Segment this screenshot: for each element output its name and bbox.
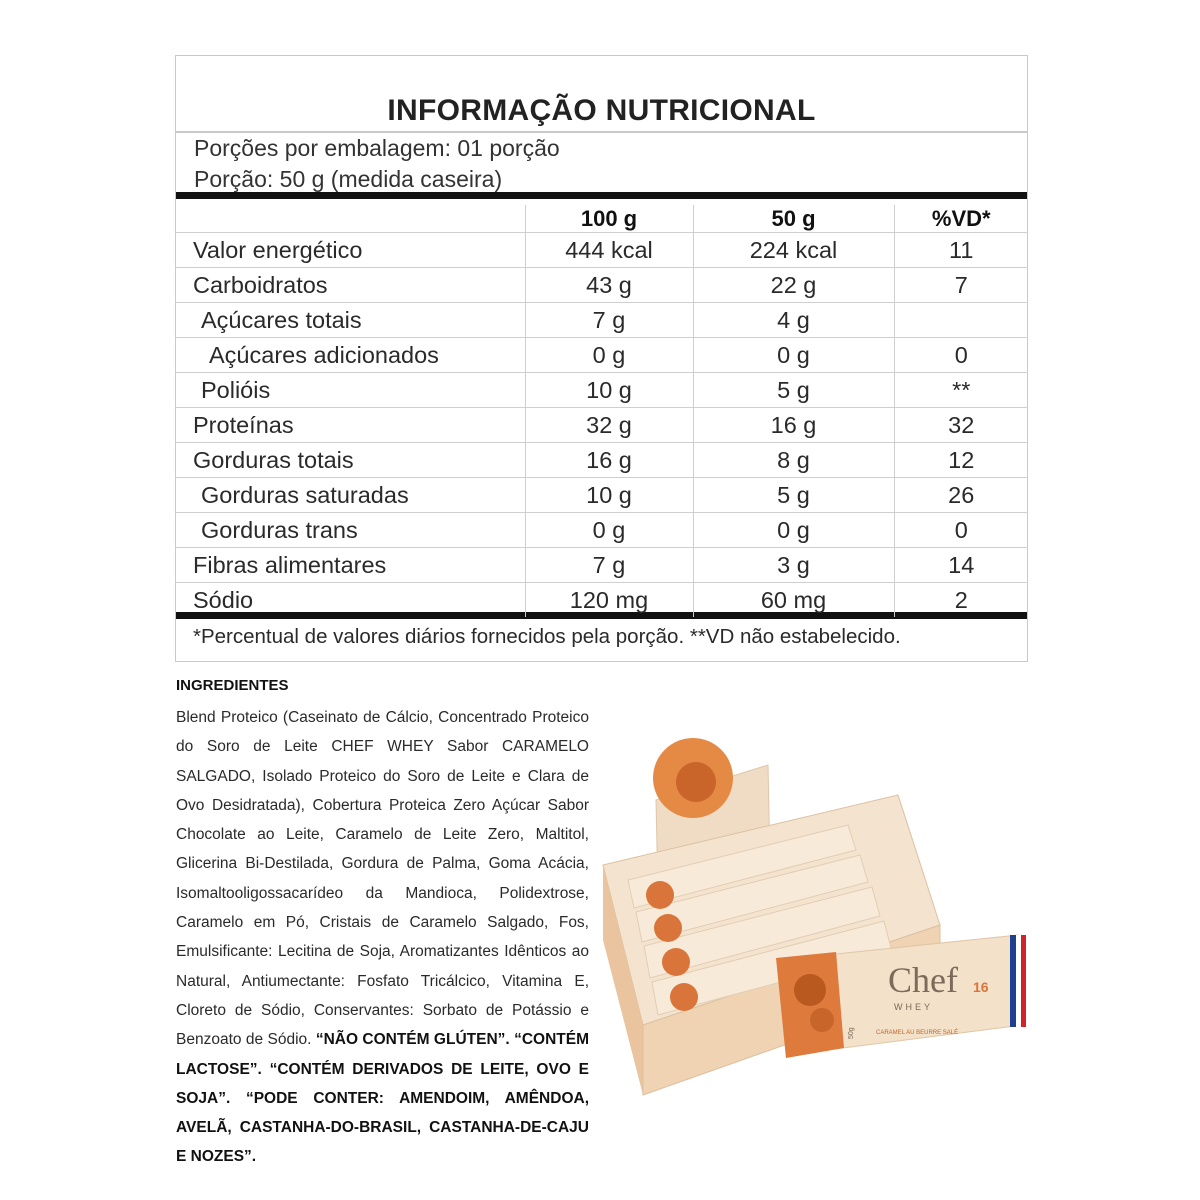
value-per-50g: 0 g bbox=[693, 513, 894, 548]
caramel-piece bbox=[676, 762, 716, 802]
servings-per-package: Porções por embalagem: 01 porção bbox=[194, 135, 560, 161]
value-per-50g: 3 g bbox=[693, 548, 894, 583]
nutrient-name: Gorduras saturadas bbox=[175, 478, 525, 513]
nutrient-name: Sódio bbox=[175, 583, 525, 618]
value-per-100g: 120 mg bbox=[525, 583, 693, 618]
ingredients-list: Blend Proteico (Caseinato de Cálcio, Concentrado Proteico do Soro de Leite CHEF WHEY Sabor CARAMELO SALGADO, Isolado Proteico do Soro de Leite e Clara de Ovo Desidratada), Cobertura Proteica Zero Açúcar Sabor Chocolate ao Leite, Caramelo de Leite Zero, Maltitol, Glicerina Bi-Destilada, Gordura de Palma, Goma Acácia, Isomaltooligossacarídeo da Mandioca, Polidextrose, Caramelo em Pó, Cristais de Caramelo Salgado, Fos, Emulsificante: Lecitina de Soja, Aromatizantes Idênticos ao Natural, Antiumectante: Fosfato Tricálcico, Vitamina E, Cloreto de Sódio, Conservantes: Sorbato de Potássio e Benzoato de Sódio. bbox=[176, 709, 589, 1049]
value-per-100g: 32 g bbox=[525, 408, 693, 443]
value-per-50g: 4 g bbox=[693, 303, 894, 338]
caramel-piece bbox=[810, 1008, 834, 1032]
product-image bbox=[598, 690, 1038, 1110]
value-per-100g: 10 g bbox=[525, 373, 693, 408]
nutrient-name: Carboidratos bbox=[175, 268, 525, 303]
ingredients-title: INGREDIENTES bbox=[176, 677, 289, 694]
value-vd: 2 bbox=[894, 583, 1028, 618]
table-row bbox=[175, 303, 1028, 338]
bar-stripe-blue bbox=[1010, 935, 1016, 1027]
value-vd: 14 bbox=[894, 548, 1028, 583]
value-per-100g: 16 g bbox=[525, 443, 693, 478]
nutrition-footnote: *Percentual de valores diários fornecidos pela porção. **VD não estabelecido. bbox=[193, 625, 901, 648]
allergen-warnings: “NÃO CONTÉM GLÚTEN”. “CONTÉM LACTOSE”. “CONTÉM DERIVADOS DE LEITE, OVO E SOJA”. “PODE CONTER: AMENDOIM, AMÊNDOA, AVELÃ, CASTANHA-DO-BRASIL, CASTANHA-DE-CAJU E NOZES”. bbox=[176, 1031, 589, 1166]
nutrient-name: Gorduras trans bbox=[175, 513, 525, 548]
nutrient-name: Fibras alimentares bbox=[175, 548, 525, 583]
value-vd: 32 bbox=[894, 408, 1028, 443]
value-vd: 11 bbox=[894, 233, 1028, 268]
divider bbox=[176, 131, 1027, 132]
value-vd: 26 bbox=[894, 478, 1028, 513]
table-row bbox=[175, 583, 1028, 618]
value-vd: 0 bbox=[894, 513, 1028, 548]
value-vd bbox=[894, 303, 1028, 338]
table-row bbox=[175, 268, 1028, 303]
nutrient-name: Gorduras totais bbox=[175, 443, 525, 478]
value-per-100g: 10 g bbox=[525, 478, 693, 513]
table-header-row bbox=[175, 205, 1028, 233]
table-row bbox=[175, 548, 1028, 583]
divider bbox=[176, 132, 1027, 133]
table-row bbox=[175, 233, 1028, 268]
flavor-label: CARAMEL AU BEURRE SALÉ bbox=[876, 1030, 959, 1036]
nutrient-name: Valor energético bbox=[175, 233, 525, 268]
nutrient-name: Açúcares totais bbox=[175, 303, 525, 338]
table-row bbox=[175, 338, 1028, 373]
ingredients-text bbox=[176, 703, 589, 1172]
serving-size: Porção: 50 g (medida caseira) bbox=[194, 166, 503, 192]
value-per-50g: 5 g bbox=[693, 373, 894, 408]
value-per-50g: 16 g bbox=[693, 408, 894, 443]
protein-badge: 16 bbox=[973, 979, 989, 995]
value-per-100g: 444 kcal bbox=[525, 233, 693, 268]
value-per-100g: 0 g bbox=[525, 513, 693, 548]
bar-stripe-red bbox=[1021, 935, 1026, 1027]
table-row bbox=[175, 513, 1028, 548]
header-per-100g: 100 g bbox=[525, 205, 693, 233]
value-per-100g: 43 g bbox=[525, 268, 693, 303]
value-per-100g: 7 g bbox=[525, 303, 693, 338]
value-per-50g: 224 kcal bbox=[693, 233, 894, 268]
bar-stripe-white bbox=[1016, 935, 1021, 1027]
nutrient-name: Polióis bbox=[175, 373, 525, 408]
value-per-50g: 60 mg bbox=[693, 583, 894, 618]
value-vd: ** bbox=[894, 373, 1028, 408]
caramel-piece bbox=[794, 974, 826, 1006]
value-per-100g: 7 g bbox=[525, 548, 693, 583]
header-vd: %VD* bbox=[894, 205, 1028, 233]
thick-divider bbox=[176, 192, 1027, 199]
sub-brand: WHEY bbox=[894, 1002, 933, 1012]
brand-logo: Chef bbox=[888, 960, 958, 1000]
table-row bbox=[175, 443, 1028, 478]
header-nutrient bbox=[175, 205, 525, 233]
nutrient-name: Proteínas bbox=[175, 408, 525, 443]
value-vd: 12 bbox=[894, 443, 1028, 478]
table-row bbox=[175, 408, 1028, 443]
nutrition-title: INFORMAÇÃO NUTRICIONAL bbox=[387, 94, 816, 127]
value-vd: 0 bbox=[894, 338, 1028, 373]
table-row bbox=[175, 478, 1028, 513]
value-per-50g: 22 g bbox=[693, 268, 894, 303]
weight-label: 50g bbox=[848, 1027, 855, 1039]
table-row bbox=[175, 373, 1028, 408]
value-per-50g: 5 g bbox=[693, 478, 894, 513]
header-per-50g: 50 g bbox=[693, 205, 894, 233]
value-per-100g: 0 g bbox=[525, 338, 693, 373]
value-per-50g: 8 g bbox=[693, 443, 894, 478]
value-vd: 7 bbox=[894, 268, 1028, 303]
nutrition-table bbox=[175, 205, 1028, 617]
nutrient-name: Açúcares adicionados bbox=[175, 338, 525, 373]
value-per-50g: 0 g bbox=[693, 338, 894, 373]
